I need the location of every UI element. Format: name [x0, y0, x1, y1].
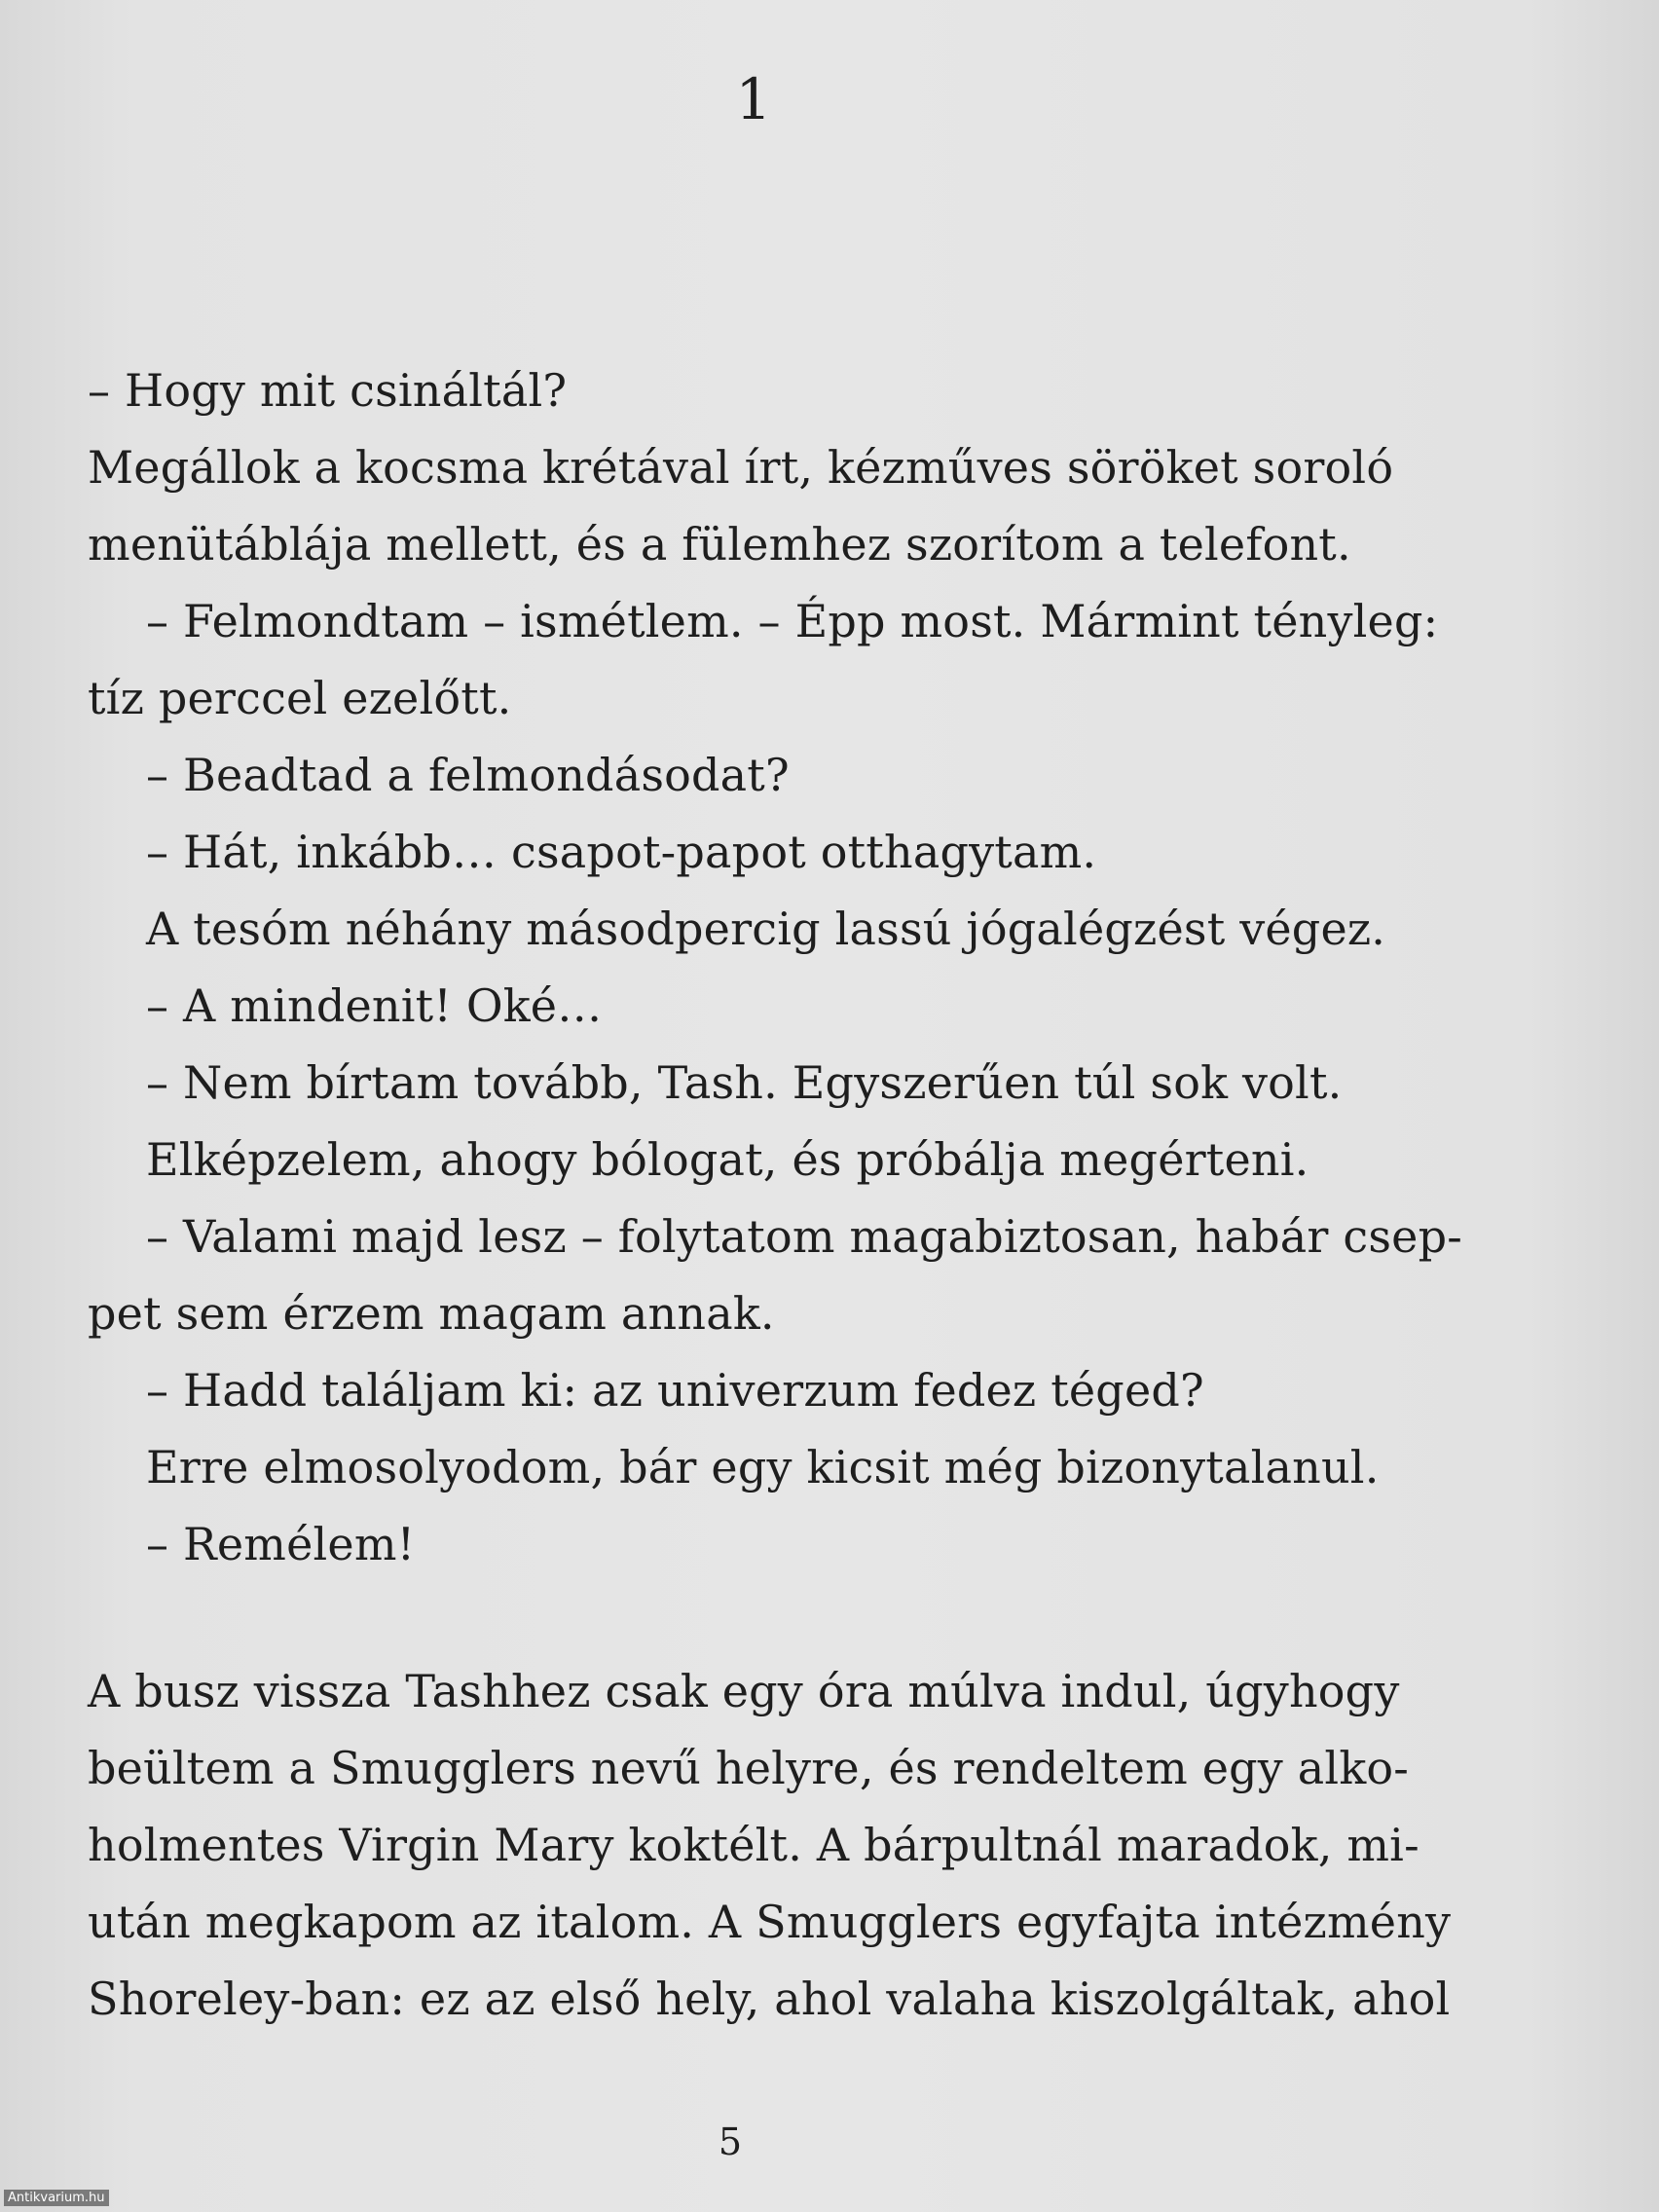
watermark: Antikvarium.hu: [4, 2190, 109, 2206]
text-line: után megkapom az italom. A Smugglers egyfajta intézmény: [88, 1896, 1452, 1948]
text-line: – Hogy mit csináltál?: [88, 364, 568, 417]
text-line: Erre elmosolyodom, bár egy kicsit még bizonytalanul.: [146, 1441, 1380, 1493]
text-line: – Felmondtam – ismétlem. – Épp most. Mármint tényleg:: [146, 595, 1439, 647]
text-line: – Valami majd lesz – folytatom magabiztosan, habár csep-: [146, 1210, 1462, 1263]
text-line: tíz perccel ezelőtt.: [88, 672, 512, 724]
text-line: Elképzelem, ahogy bólogat, és próbálja megérteni.: [146, 1133, 1309, 1186]
page-number: 5: [718, 2120, 743, 2163]
text-line: – A mindenit! Oké…: [146, 979, 603, 1032]
text-line: Megállok a kocsma krétával írt, kézműves söröket soroló: [88, 441, 1394, 494]
text-line: – Remélem!: [146, 1518, 416, 1570]
text-line: pet sem érzem magam annak.: [88, 1287, 775, 1340]
text-line: – Beadtad a felmondásodat?: [146, 749, 790, 801]
text-line: – Hát, inkább… csapot-papot otthagytam.: [146, 826, 1097, 878]
section-break: [88, 1583, 1392, 1653]
body-text: [88, 352, 1462, 2038]
text-line: beültem a Smugglers nevű helyre, és rendeltem egy alko-: [88, 1742, 1410, 1794]
text-line: A tesóm néhány másodpercig lassú jógalégzést végez.: [146, 903, 1386, 955]
chapter-number: 1: [735, 66, 772, 132]
text-line: A busz vissza Tashhez csak egy óra múlva indul, úgyhogy: [88, 1665, 1400, 1717]
text-line: – Hadd találjam ki: az univerzum fedez téged?: [146, 1364, 1204, 1417]
text-line: – Nem bírtam tovább, Tash. Egyszerűen túl sok volt.: [146, 1056, 1343, 1109]
text-line: Shoreley-ban: ez az első hely, ahol valaha kiszolgáltak, ahol: [88, 1972, 1451, 2025]
text-line: holmentes Virgin Mary koktélt. A bárpultnál maradok, mi-: [88, 1819, 1419, 1871]
text-line: menütáblája mellett, és a fülemhez szorítom a telefont.: [88, 518, 1351, 571]
